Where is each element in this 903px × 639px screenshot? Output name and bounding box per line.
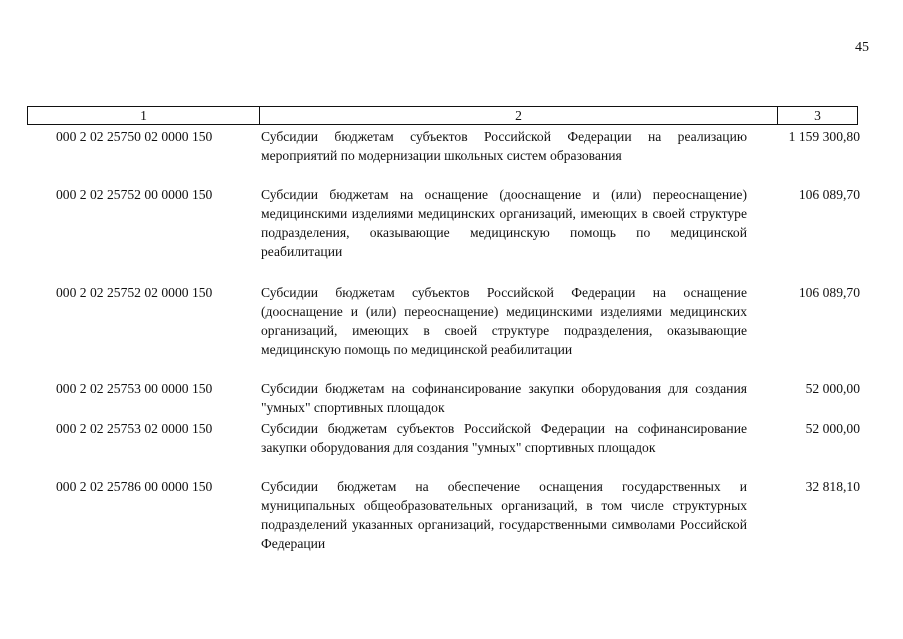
header-col-3: 3 bbox=[814, 108, 821, 123]
row-description: Субсидии бюджетам на оснащение (дооснащение и (или) переоснащение) медицинскими изделиями медицинских организаций, имеющих в своей структуре подразделения, оказывающие медицинскую помощь по медицинской реабилитации bbox=[261, 187, 747, 259]
row-amount: 1 159 300,80 bbox=[788, 129, 860, 144]
row-code: 000 2 02 25753 02 0000 150 bbox=[56, 421, 213, 436]
row-code: 000 2 02 25752 02 0000 150 bbox=[56, 285, 213, 300]
row-amount: 52 000,00 bbox=[805, 381, 860, 396]
row-code: 000 2 02 25753 00 0000 150 bbox=[56, 381, 213, 396]
page-number: 45 bbox=[855, 40, 869, 55]
row-description: Субсидии бюджетам на обеспечение оснащения государственных и муниципальных общеобразовательных организаций, в том числе структурных подразделений указанных организаций, государственными символами Российской Федерации bbox=[261, 479, 747, 551]
row-code: 000 2 02 25752 00 0000 150 bbox=[56, 187, 213, 202]
table-header bbox=[27, 106, 858, 125]
row-amount: 52 000,00 bbox=[805, 421, 860, 436]
row-description: Субсидии бюджетам субъектов Российской Федерации на софинансирование закупки оборудования для создания "умных" спортивных площадок bbox=[261, 421, 747, 455]
row-amount: 106 089,70 bbox=[798, 187, 860, 202]
row-amount: 32 818,10 bbox=[805, 479, 860, 494]
row-description: Субсидии бюджетам на софинансирование закупки оборудования для создания "умных" спортивных площадок bbox=[261, 381, 747, 415]
row-code: 000 2 02 25750 02 0000 150 bbox=[56, 129, 213, 144]
header-col-1: 1 bbox=[28, 107, 260, 124]
header-col-2: 2 bbox=[260, 107, 778, 124]
row-description: Субсидии бюджетам субъектов Российской Федерации на оснащение (дооснащение и (или) переоснащение) медицинскими изделиями медицинских организаций, имеющих в своей структуре подразделения, оказывающие медицинскую помощь по медицинской реабилитации bbox=[261, 285, 747, 357]
row-code: 000 2 02 25786 00 0000 150 bbox=[56, 479, 213, 494]
row-description: Субсидии бюджетам субъектов Российской Федерации на реализацию мероприятий по модернизации школьных систем образования bbox=[261, 129, 747, 163]
row-amount: 106 089,70 bbox=[798, 285, 860, 300]
